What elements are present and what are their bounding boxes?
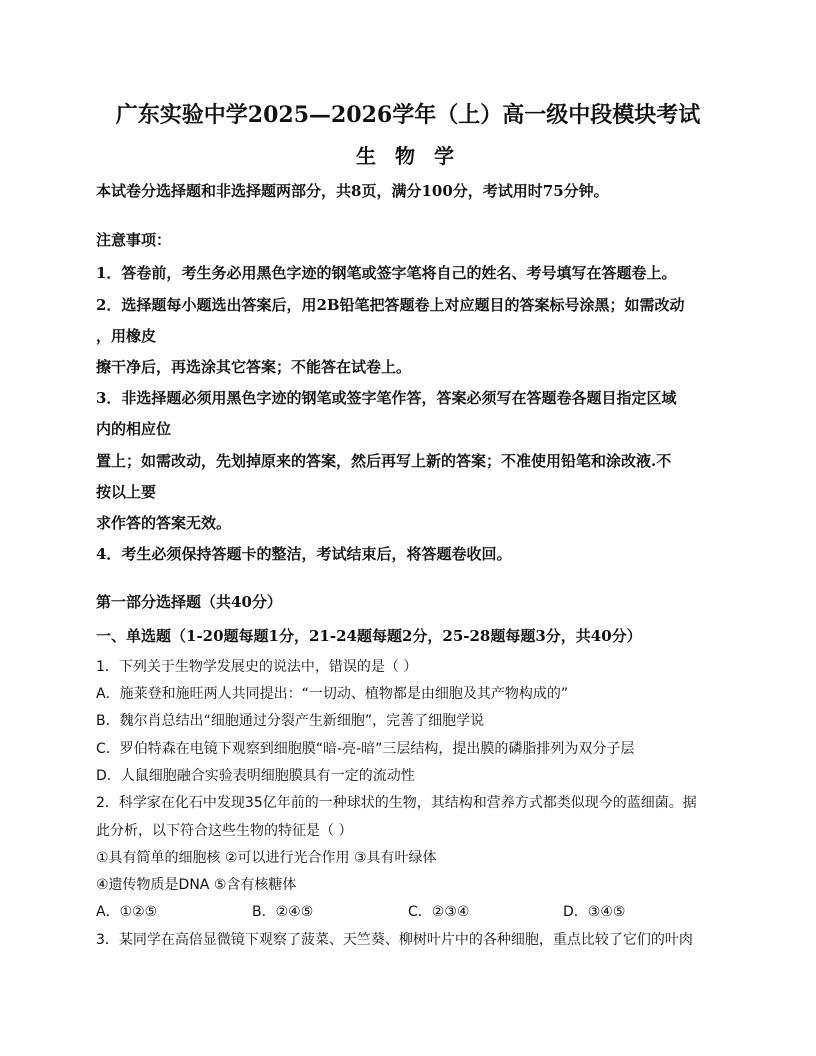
notes-line: 2．选择题每小题选出答案后，用2B铅笔把答题卷上对应题目的答案标号涂黑；如需改动 — [96, 296, 685, 314]
choice-a: A．①②⑤ — [96, 904, 158, 920]
question-option: C．罗伯特森在电镜下观察到细胞膜“暗-亮-暗”三层结构，提出膜的磷脂排列为双分子层 — [96, 741, 635, 757]
question-stem: 2．科学家在化石中发现35亿年前的一种球状的生物，其结构和营养方式都类似现今的蓝细菌。据 — [96, 795, 697, 811]
notes-line: 擦干净后，再选涂其它答案；不能答在试卷上。 — [96, 358, 412, 376]
notes-line: 内的相应位 — [96, 420, 172, 438]
exam-intro: 本试卷分选择题和非选择题两部分，共8页，满分100分，考试用时75分钟。 — [96, 182, 609, 200]
notes-line: 按以上要 — [96, 483, 157, 501]
notes-heading: 注意事项： — [96, 231, 172, 249]
question-stem: 3．某同学在高倍显微镜下观察了菠菜、天竺葵、柳树叶片中的各种细胞，重点比较了它们的叶肉 — [96, 932, 693, 948]
exam-title: 广东实验中学2025—2026学年（上）高一级中段模块考试 — [115, 102, 701, 128]
question-option: A．施莱登和施旺两人共同提出：“一切动、植物都是由细胞及其产物构成的” — [96, 686, 569, 702]
question-option: B．魏尔肖总结出“细胞通过分裂产生新细胞”，完善了细胞学说 — [96, 713, 485, 729]
choice-d: D．③④⑤ — [563, 904, 626, 920]
question-stem: 此分析，以下符合这些生物的特征是（ ） — [96, 823, 353, 839]
question-items: ①具有简单的细胞核 ②可以进行光合作用 ③具有叶绿体 — [96, 850, 437, 866]
question-items: ④遗传物质是DNA ⑤含有核糖体 — [96, 877, 297, 893]
notes-line: 求作答的答案无效。 — [96, 514, 232, 532]
question-stem: 1．下列关于生物学发展史的说法中，错误的是（ ） — [96, 659, 418, 675]
notes-line: 3．非选择题必须用黑色字迹的钢笔或签字笔作答，答案必须写在答题卷各题目指定区域 — [96, 389, 677, 407]
notes-line: ，用橡皮 — [96, 327, 157, 345]
choice-b: B．②④⑤ — [252, 904, 314, 920]
notes-line: 1．答卷前，考生务必用黑色字迹的钢笔或签字笔将自己的姓名、考号填写在答题卷上。 — [96, 264, 677, 282]
subject-title: 生 物 学 — [356, 144, 460, 168]
section-heading: 一、单选题（1-20题每题1分，21-24题每题2分，25-28题每题3分，共40分） — [96, 627, 642, 645]
part1-heading: 第一部分选择题（共40分） — [96, 593, 282, 611]
notes-line: 4．考生必须保持答题卡的整洁，考试结束后，将答题卷收回。 — [96, 545, 512, 563]
choice-c: C．②③④ — [408, 904, 470, 920]
notes-line: 置上；如需改动，先划掉原来的答案，然后再写上新的答案；不准使用铅笔和涂改液.不 — [96, 452, 672, 470]
question-option: D．人鼠细胞融合实验表明细胞膜具有一定的流动性 — [96, 768, 415, 784]
